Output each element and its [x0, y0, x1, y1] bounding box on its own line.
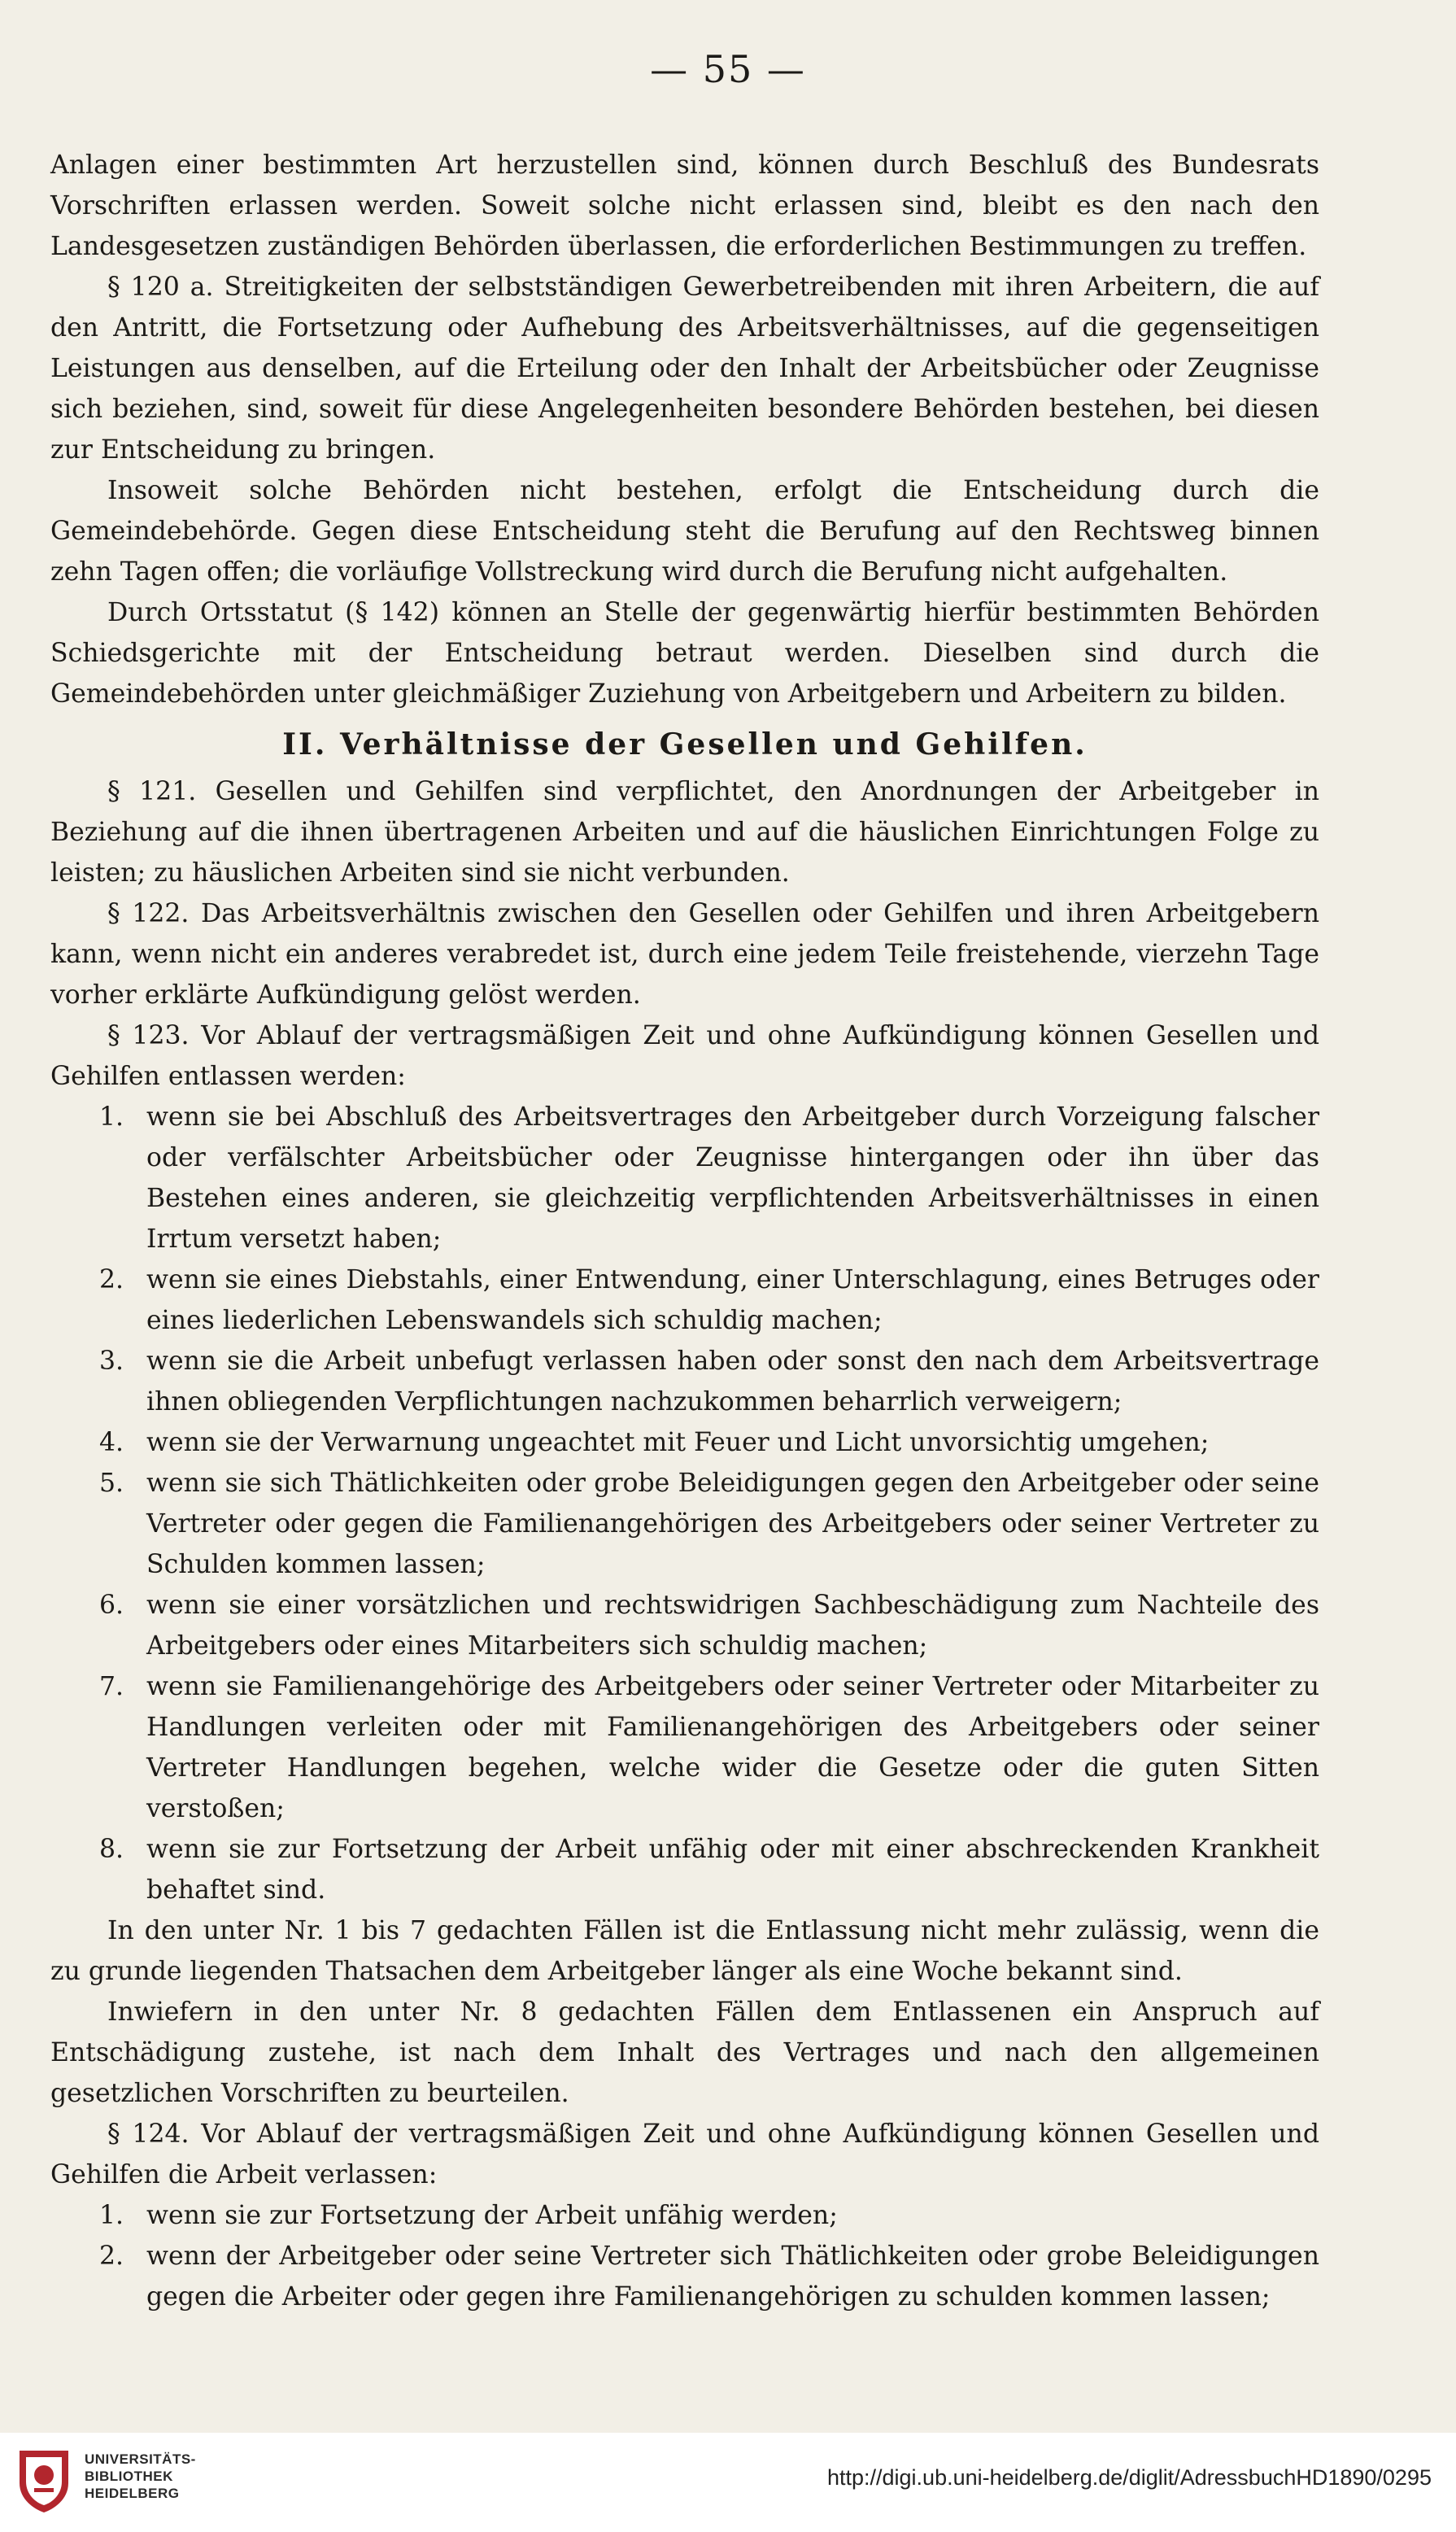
list-number: 8.	[99, 1835, 124, 1864]
list-number: 5.	[99, 1469, 124, 1498]
paragraph-122: § 122. Das Arbeitsverhältnis zwischen den Gesellen oder Gehilfen und ihren Arbeitgebern kann, wenn nicht ein anderes verabredet ist, durch eine jedem Teile freistehende, vierzehn Tage vorher erklärte Aufkündigung gelöst werden.	[50, 899, 1319, 1010]
list-number: 6.	[99, 1591, 124, 1620]
list-item	[50, 1341, 1319, 1422]
list-item	[50, 2236, 1319, 2317]
list-item	[50, 1422, 1319, 1463]
list-item	[50, 1666, 1319, 1829]
paragraph-121: § 121. Gesellen und Gehilfen sind verpflichtet, den Anordnungen der Arbeitgeber in Beziehung auf die ihnen übertragenen Arbeiten und auf die häuslichen Einrichtungen Folge zu leisten; zu häuslichen Arbeiten sind sie nicht verbunden.	[50, 777, 1319, 888]
list-text: wenn sie sich Thätlichkeiten oder grobe Beleidigungen gegen den Arbeitgeber oder seine Vertreter oder gegen die Familienangehörigen des Arbeitgebers oder seiner Vertreter zu Schulden kommen lassen;	[146, 1469, 1319, 1579]
list-number: 1.	[99, 2201, 124, 2230]
paragraph-120a: § 120 a. Streitigkeiten der selbstständigen Gewerbetreibenden mit ihren Arbeitern, die auf den Antritt, die Fortsetzung oder Aufhebung des Arbeitsverhältnisses, auf die gegenseitigen Leistungen aus denselben, auf die Erteilung oder den Inhalt der Arbeitsbücher oder Zeugnisse sich beziehen, sind, soweit für diese Angelegenheiten besondere Behörden bestehen, bei diesen zur Entscheidung zu bringen.	[50, 273, 1319, 465]
page-body	[50, 145, 1319, 2317]
paragraph-anlagen: Anlagen einer bestimmten Art herzustellen sind, können durch Beschluß des Bundesrats Vorschriften erlassen werden. Soweit solche nicht erlassen sind, bleibt es den nach den Landesgesetzen zuständigen Behörden überlassen, die erforderlichen Bestimmungen zu treffen.	[50, 151, 1319, 261]
list-item	[50, 1463, 1319, 1585]
library-name	[85, 2451, 196, 2502]
list-number: 1.	[99, 1102, 124, 1132]
list-text: wenn sie Familienangehörige des Arbeitgebers oder seiner Vertreter oder Mitarbeiter zu Handlungen verleiten oder mit Familienangehörigen des Arbeitgebers oder seiner Vertreter Handlungen begehen, welche wider die Gesetze oder die guten Sitten verstoßen;	[146, 1672, 1319, 1823]
list-text: wenn der Arbeitgeber oder seine Vertreter sich Thätlichkeiten oder grobe Beleidigungen gegen die Arbeiter oder gegen ihre Familienangehörigen zu schulden kommen lassen;	[146, 2242, 1319, 2312]
paragraph-124: § 124. Vor Ablauf der vertragsmäßigen Zeit und ohne Aufkündigung können Gesellen und Gehilfen die Arbeit verlassen:	[50, 2119, 1319, 2189]
list-item	[50, 1097, 1319, 1259]
page-number: — 55 —	[650, 47, 806, 91]
list-number: 3.	[99, 1347, 124, 1376]
list-text: wenn sie bei Abschluß des Arbeitsvertrages den Arbeitgeber durch Vorzeigung falscher oder verfälschter Arbeitsbücher oder Zeugnisse hintergangen oder ihn über das Bestehen eines anderen, sie gleichzeitig verpflichtenden Arbeitsverhältnisses in einen Irrtum versetzt haben;	[146, 1102, 1319, 1254]
paragraph-nr1-7: In den unter Nr. 1 bis 7 gedachten Fällen ist die Entlassung nicht mehr zulässig, wenn die zu grunde liegenden Thatsachen dem Arbeitgeber länger als eine Woche bekannt sind.	[50, 1916, 1319, 1986]
footer-bar	[0, 2433, 1456, 2532]
list-item	[50, 1829, 1319, 1910]
library-line: BIBLIOTHEK	[85, 2469, 173, 2484]
list-text: wenn sie einer vorsätzlichen und rechtswidrigen Sachbeschädigung zum Nachteile des Arbeitgebers oder eines Mitarbeiters sich schuldig machen;	[146, 1591, 1319, 1661]
list-number: 2.	[99, 2242, 124, 2271]
university-seal-icon	[15, 2447, 73, 2514]
list-number: 4.	[99, 1428, 124, 1457]
paragraph-ortsstatut: Durch Ortsstatut (§ 142) können an Stelle der gegenwärtig hierfür bestimmten Behörden Schiedsgerichte mit der Entscheidung betraut werden. Dieselben sind durch die Gemeindebehörden unter gleichmäßiger Zuziehung von Arbeitgebern und Arbeitern zu bilden.	[50, 598, 1319, 709]
list-text: wenn sie zur Fortsetzung der Arbeit unfähig werden;	[146, 2201, 838, 2230]
library-line: UNIVERSITÄTS-	[85, 2451, 196, 2467]
paragraph-nr8: Inwiefern in den unter Nr. 8 gedachten Fällen dem Entlassenen ein Anspruch auf Entschädigung zustehe, ist nach dem Inhalt des Vertrages und nach den allgemeinen gesetzlichen Vorschriften zu beurteilen.	[50, 1997, 1319, 2108]
list-item	[50, 2195, 1319, 2236]
list-text: wenn sie der Verwarnung ungeachtet mit Feuer und Licht unvorsichtig umgehen;	[146, 1428, 1210, 1457]
section-heading: II. Verhältnisse der Gesellen und Gehilfen.	[282, 727, 1088, 762]
list-text: wenn sie eines Diebstahls, einer Entwendung, einer Unterschlagung, eines Betruges oder eines liederlichen Lebenswandels sich schuldig machen;	[146, 1265, 1319, 1335]
list-item	[50, 1259, 1319, 1341]
source-url-link[interactable]: http://digi.ub.uni-heidelberg.de/diglit/AdressbuchHD1890/0295	[826, 2465, 1432, 2490]
paragraph-123: § 123. Vor Ablauf der vertragsmäßigen Zeit und ohne Aufkündigung können Gesellen und Gehilfen entlassen werden:	[50, 1021, 1319, 1091]
list-123	[50, 1097, 1319, 1910]
paragraph-insoweit: Insoweit solche Behörden nicht bestehen, erfolgt die Entscheidung durch die Gemeindebehörde. Gegen diese Entscheidung steht die Berufung auf den Rechtsweg binnen zehn Tagen offen; die vorläufige Vollstreckung wird durch die Berufung nicht aufgehalten.	[50, 476, 1319, 587]
list-text: wenn sie zur Fortsetzung der Arbeit unfähig oder mit einer abschreckenden Krankheit behaftet sind.	[146, 1835, 1319, 1905]
list-124	[50, 2195, 1319, 2317]
list-item	[50, 1585, 1319, 1666]
list-number: 2.	[99, 1265, 124, 1294]
list-text: wenn sie die Arbeit unbefugt verlassen haben oder sonst den nach dem Arbeitsvertrage ihnen obliegenden Verpflichtungen nachzukommen beharrlich verweigern;	[146, 1347, 1319, 1417]
list-number: 7.	[99, 1672, 124, 1701]
library-line: HEIDELBERG	[85, 2486, 180, 2501]
